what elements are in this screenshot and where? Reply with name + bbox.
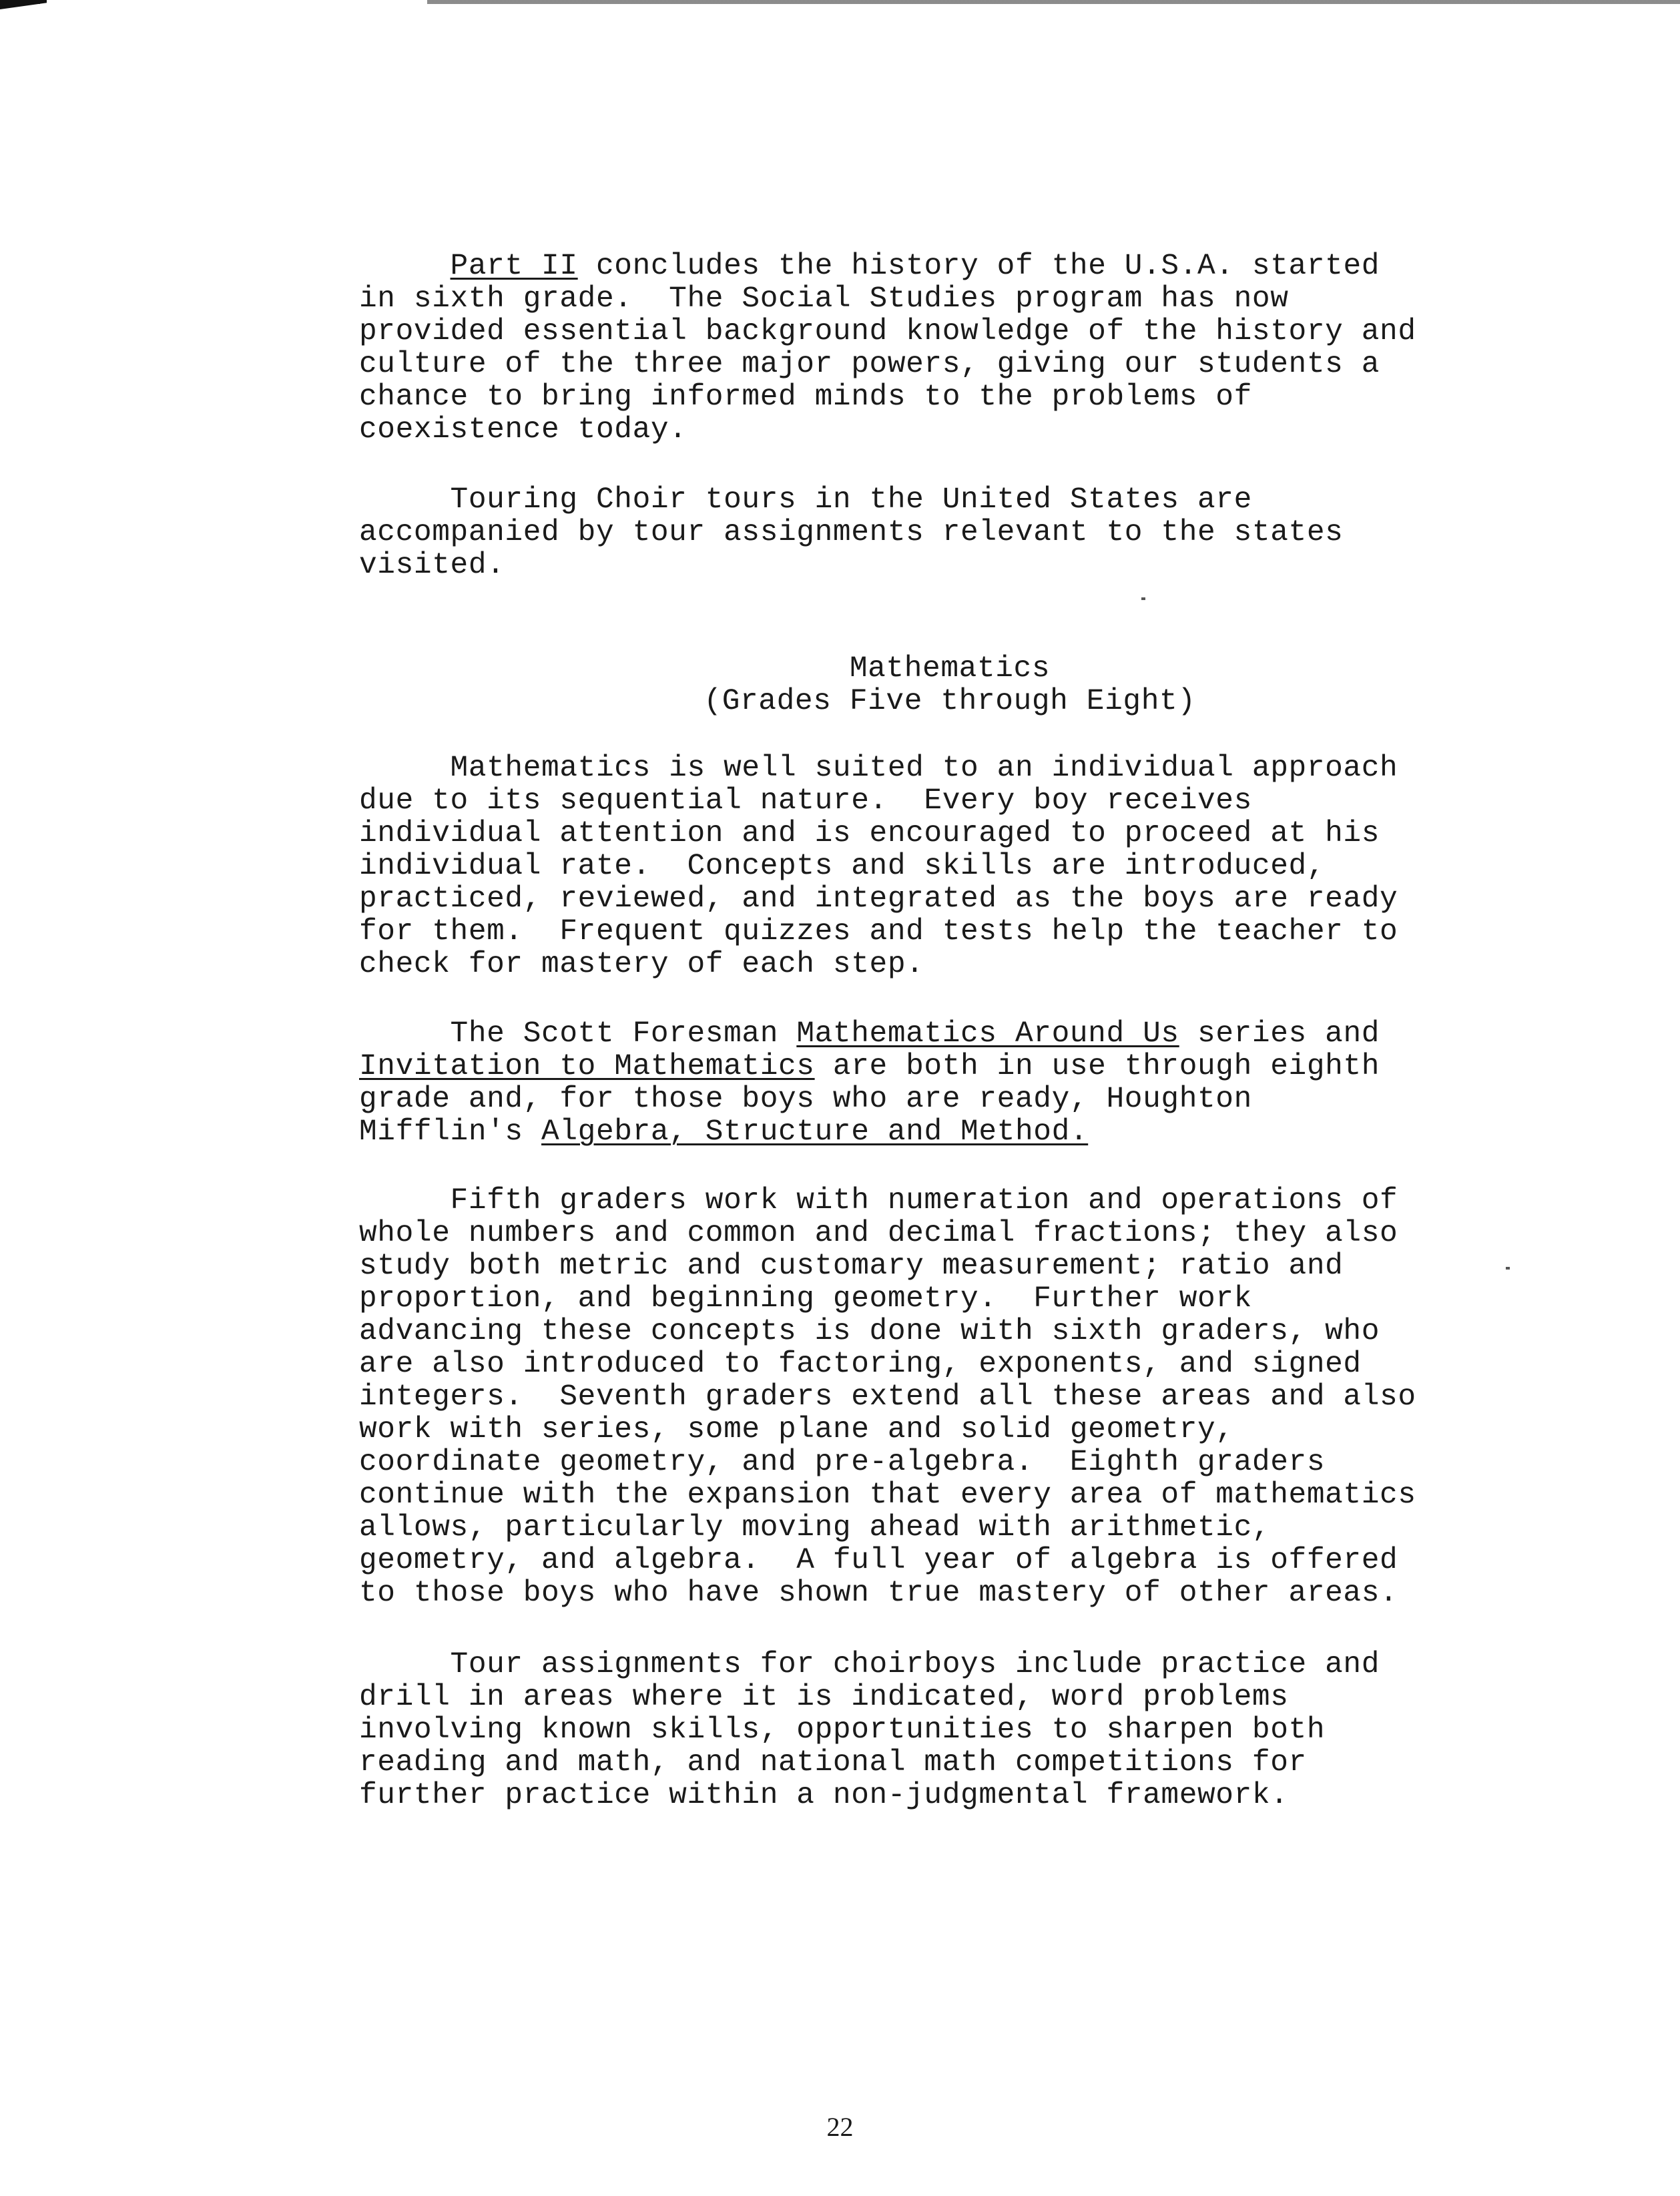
scan-top-edge xyxy=(0,0,1680,4)
scan-corner-mark xyxy=(0,0,47,9)
underlined-title-invitation-to-mathematics: Invitation to Mathematics xyxy=(359,1050,815,1083)
page-number: 22 xyxy=(826,2112,854,2142)
paragraph-touring-choir: Touring Choir tours in the United States are accompanied by tour assignments relevant to the states visited. xyxy=(359,483,1344,582)
scan-speck xyxy=(1506,1267,1510,1270)
section-subheading-grades: (Grades Five through Eight) xyxy=(704,685,1196,718)
paragraph-part-ii-text: concludes the history of the U.S.A. started in sixth grade. The Social Studies program has now provided essential background knowledge of the history and culture of the three major powers, giving our students a chance to bring informed minds to the problems of coexistence today. xyxy=(359,250,1416,447)
paragraph-textbooks-text-2: series and xyxy=(1197,1017,1380,1051)
underlined-title-part-ii: Part II xyxy=(450,250,578,283)
scan-speck xyxy=(1141,597,1145,600)
paragraph-textbooks-text-3: are both in use through eighth grade and, for those boys who are ready, Houghton Mifflin's xyxy=(359,1050,1380,1149)
paragraph-tour-assignments: Tour assignments for choirboys include practice and drill in areas where it is indicated, word problems involving known skills, opportunities to sharpen both reading and math, and national math competitions for further practice within a non-judgmental framework. xyxy=(359,1648,1380,1812)
underlined-title-mathematics-around-us: Mathematics Around Us xyxy=(796,1017,1179,1051)
paragraph-textbooks-text-1: The Scott Foresman xyxy=(359,1017,797,1051)
paragraph-part-ii xyxy=(359,250,1416,447)
paragraph-grade-curriculum: Fifth graders work with numeration and operations of whole numbers and common and decimal fractions; they also study both metric and customary measurement; ratio and proportion, and beginning geometry. Further work advancing these concepts is done with sixth graders, who are also introduced to factoring, exponents, and signed integers. Seventh graders extend all these areas and also work with series, some plane and solid geometry, coordinate geometry, and pre-algebra. Eighth graders continue with the expansion that every area of mathematics allows, particularly moving ahead with arithmetic, geometry, and algebra. A full year of algebra is offered to those boys who have shown true mastery of other areas. xyxy=(359,1184,1416,1610)
paragraph-mathematics-approach: Mathematics is well suited to an individual approach due to its sequential nature. Every boy receives individual attention and is encouraged to proceed at his individual rate. Concepts and skills are introduced, practiced, reviewed, and integrated as the boys are ready for them. Frequent quizzes and tests help the teacher to check for mastery of each step. xyxy=(359,752,1398,981)
underlined-title-algebra-structure-method: Algebra, Structure and Method. xyxy=(541,1115,1089,1149)
section-heading-mathematics: Mathematics xyxy=(849,652,1051,685)
paragraph-textbooks xyxy=(359,1018,1380,1149)
